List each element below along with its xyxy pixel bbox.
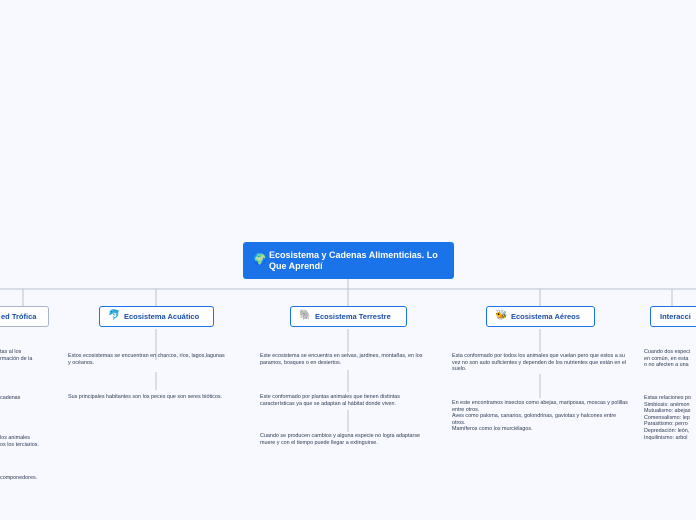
leaf-acuatico-2: Sus principales habitantes son los peces que son seres bióticos. (68, 394, 223, 400)
topic-interacciones[interactable] (650, 306, 696, 327)
leaf-aereos-1: Esta conformado por todos los animales que vuelan pero que estos a su vez no son auto suficientes y dependen de los nutrientes que están en el suelo. (452, 353, 627, 373)
topic-ecosistema-acuatico[interactable] (99, 306, 214, 327)
leaf-terrestre-1: Este ecosistema se encuentra en selvas, jardines, montañas, en los paramos, bosques o en desiertos. (260, 353, 423, 366)
leaf-interacciones-1: Cuando dos especi en común, en esta o no afecten a una (644, 349, 691, 369)
central-topic-title: Ecosistema y Cadenas Alimenticias. Lo Que Aprendí (269, 250, 438, 271)
topic-ecosistema-aereos[interactable] (486, 306, 595, 327)
topic-aereos-label: Ecosistema Aéreos (511, 312, 580, 321)
elephant-icon: 🐘 (299, 310, 312, 321)
globe-icon: 🌍 (253, 254, 267, 266)
leaf-acuatico-1: Estos ecosistemas se encuentran en charcos, ríos, lagos,lagunas y océanos. (68, 353, 225, 366)
leaf-red-trofica-3: los animales os los terciarios. (0, 435, 39, 448)
dolphin-icon: 🐬 (108, 310, 121, 321)
topic-ecosistema-terrestre[interactable] (290, 306, 407, 327)
topic-acuatico-label: Ecosistema Acuático (124, 312, 200, 321)
leaf-aereos-2: En este encontramos insectos como abejas, mariposas, moscas y polillas entre otros. Aves como paloma, canarios, golondrinas, gaviotas y halcones entre otros. Mamíferos como los murciélagos. (452, 400, 628, 433)
topic-terrestre-label: Ecosistema Terrestre (315, 312, 391, 321)
leaf-interacciones-2: Estas relaciones po Simbiosis: anémon Mutualismo: abejas Comensalismo: lep Parasitismo: perro Depredación: león, Inquilinismo: arbol (644, 395, 692, 441)
topic-red-trofica-label: ed Trófica (1, 312, 37, 321)
leaf-red-trofica-4: componedores. (0, 475, 38, 481)
topic-interacciones-label: Interacci (660, 312, 691, 321)
bee-icon: 🐝 (495, 310, 508, 321)
leaf-terrestre-3: Cuando se producen cambios y alguna especie no logra adaptarse muere y con el tiempo puede llegar a extinguirse. (260, 433, 421, 446)
leaf-red-trofica-2: cadenas (0, 395, 21, 401)
leaf-red-trofica-1: tas al los rmación de la (0, 349, 33, 362)
central-topic[interactable] (243, 242, 454, 279)
topic-red-trofica[interactable] (0, 306, 49, 327)
leaf-terrestre-2: Este conformado por plantas animales que tienen distintas características ya que se adaptan al hábitat donde viven. (260, 394, 400, 407)
